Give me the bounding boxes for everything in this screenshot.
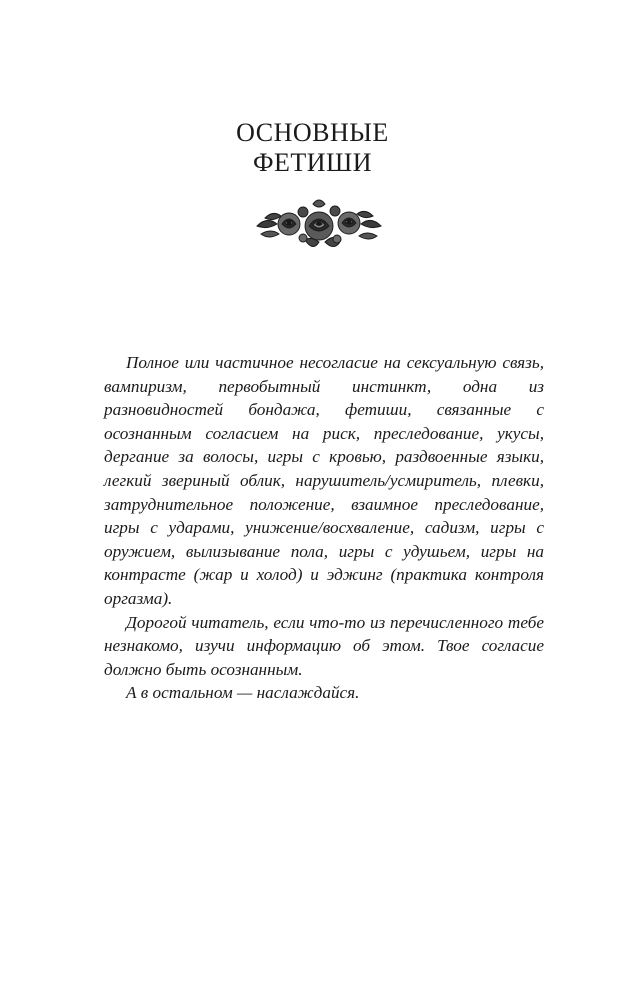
paragraph-reader-note: Дорогой читатель, если что-то из перечисленного тебе незнакомо, изучи информацию об этом. Твое согласие должно быть осознанным. [104,612,544,679]
chapter-title-line-2: ФЕТИШИ [252,148,373,177]
paragraph-closing: А в остальном — наслаждайся. [126,683,360,703]
chapter-title-line-1: ОСНОВНЫЕ [236,118,389,147]
rose-garland-icon [255,196,383,256]
paragraph-fetish-list: Полное или частичное несогласие на сексуальную связь, вампиризм, первобытный инстинкт, одна из разновидностей бондажа, фетиши, связанные с осознанным согласием на риск, преследование, укусы, дергание за волосы, игры с кровью, раздвоенные языки, легкий звериный облик, нарушитель/усмиритель, плевки, затруднительное положение, взаимное преследование, игры с ударами, унижение/восхваление, садизм, игры с оружием, вылизывание пола, игры с удушьем, игры на контрасте (жар и холод) и эджинг (практика контроля оргазма). [104,353,544,608]
body-text [104,351,544,705]
